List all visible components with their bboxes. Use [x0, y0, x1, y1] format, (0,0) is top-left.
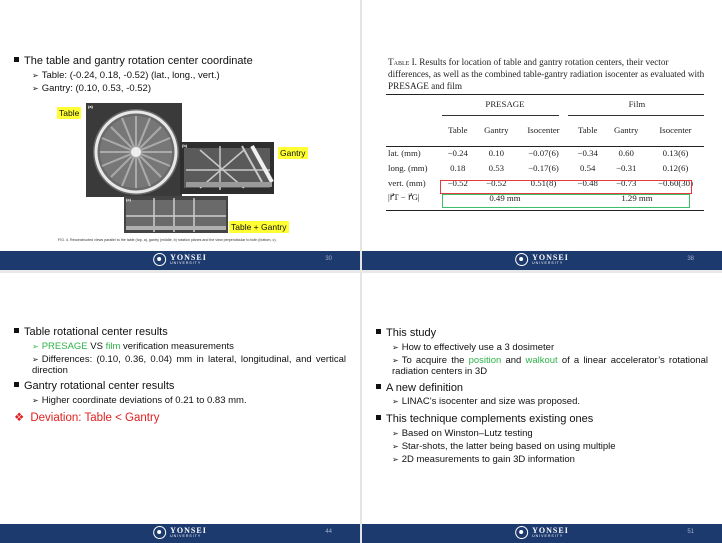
arrow-bullet-icon: ➢: [392, 356, 399, 365]
table-cell: −0.60(30): [657, 177, 693, 188]
table-cell: −0.07(6): [528, 147, 559, 158]
table-cell: −0.52: [486, 177, 507, 188]
footer-bar: [0, 524, 360, 543]
arrow-bullet-icon: ➢: [392, 429, 399, 438]
bullet-text: A new definition: [386, 382, 464, 394]
panel-c-label: (c): [126, 197, 131, 202]
row-label: lat. (mm): [388, 147, 421, 158]
square-bullet-icon: [376, 415, 381, 420]
table-cell: 0.54: [580, 162, 596, 173]
page-number: 51: [687, 529, 694, 535]
highlight-box-difference: [442, 194, 690, 208]
table-cell: −0.24: [447, 147, 468, 158]
table-cell: −0.17(6): [528, 162, 559, 173]
row-label: long. (mm): [388, 162, 428, 173]
bullet-text: The table and gantry rotation center coordinate: [24, 55, 253, 67]
table-cell: 0.53: [488, 162, 504, 173]
sub-bullet-deviations: [32, 395, 247, 406]
col-header: Gantry: [614, 124, 639, 135]
figure-caption: FIG. 4. Reconstructed views parallel to the table (top, a), gantry (middle, b) rotation planes and the view perpendicular to both (bottom, c).: [58, 238, 277, 242]
table-cell: 1.29 mm: [621, 192, 653, 203]
square-bullet-icon: [376, 329, 381, 334]
table-cell: −0.52: [447, 177, 468, 188]
table-row: [386, 160, 704, 175]
bullet-table-results: [14, 326, 168, 339]
slide-44[interactable]: [0, 273, 360, 543]
position-text: position: [468, 355, 502, 366]
col-header: Isocenter: [659, 124, 692, 135]
group-header-presage: PRESAGE: [485, 99, 525, 109]
col-header: Isocenter: [527, 124, 560, 135]
row-label: |r⃗T − r⃗G|: [388, 192, 420, 202]
table-cell: 0.49 mm: [489, 192, 521, 203]
footer-bar: [0, 251, 360, 270]
label-table: Table: [59, 108, 80, 118]
table-group-row: [386, 94, 704, 114]
square-bullet-icon: [14, 57, 19, 62]
square-bullet-icon: [14, 382, 19, 387]
arrow-bullet-icon: ➢: [392, 343, 399, 352]
university-seal-icon: [153, 253, 166, 266]
col-header: Table: [448, 124, 468, 135]
table-caption-label: Table I.: [388, 57, 417, 67]
film-text: film: [105, 341, 121, 352]
sub-bullet-winston-lutz: [392, 428, 533, 439]
table-cell: 0.12(6): [662, 162, 689, 173]
table-caption: [388, 56, 706, 92]
arrow-bullet-icon: ➢: [32, 84, 39, 93]
table-rule-bottom: [386, 210, 704, 211]
arrow-bullet-icon: ➢: [392, 455, 399, 464]
table-header-row: [386, 114, 704, 145]
acquire-text: To acquire the: [401, 355, 469, 366]
label-gantry: Gantry: [280, 148, 306, 158]
sub-bullet-star-shots: [392, 441, 616, 452]
sub-bullet-presage-film: [32, 341, 234, 352]
col-header: Gantry: [484, 124, 509, 135]
table-corner: [386, 94, 440, 114]
sub-bullet-text: How to effectively use a 3 dosimeter: [401, 342, 555, 353]
table-cell: 0.51(8): [530, 177, 557, 188]
figure-gantry-view: [180, 142, 274, 194]
vs-text: VS: [87, 341, 106, 352]
figure-table-view: [86, 103, 182, 197]
sub-bullet-text: Higher coordinate deviations of 0.21 to 0.83 mm.: [41, 395, 247, 406]
table-caption-text: Results for location of table and gantry rotation centers, their vector differences, as well as the combined table-gantry radiation isocenter as evaluated with PRESAGE and film: [388, 57, 705, 91]
panel-b-label: (b): [182, 143, 188, 148]
table-cell: 0.60: [618, 147, 634, 158]
university-seal-icon: [515, 526, 528, 539]
sub-bullet-text: Based on Winston–Lutz testing: [401, 428, 533, 439]
header-empty: [386, 114, 440, 145]
footer-bar: [362, 524, 722, 543]
square-bullet-icon: [376, 384, 381, 389]
col-header: Table: [578, 124, 598, 135]
panel-a-label: (a): [88, 104, 93, 109]
sub-bullet-table: [32, 70, 220, 81]
slide-51[interactable]: [362, 273, 722, 543]
bullet-text: This technique complements existing ones: [386, 413, 594, 425]
bullet-this-study: [376, 327, 436, 340]
brand-text: YONSEI: [532, 252, 569, 262]
bullet-text: Gantry rotational center results: [24, 380, 175, 392]
university-seal-icon: [515, 253, 528, 266]
bullet-technique: [376, 413, 593, 426]
bullet-text: Table rotational center results: [24, 326, 168, 338]
label-table-gantry: Table + Gantry: [231, 222, 287, 232]
brand-subtext: UNIVERSITY: [532, 260, 564, 265]
slide-38[interactable]: [362, 0, 722, 270]
sub-bullet-text: 2D measurements to gain 3D information: [401, 454, 575, 465]
brand-text: YONSEI: [532, 525, 569, 535]
yonsei-logo: [153, 253, 207, 266]
sub-bullet-differences: [32, 354, 346, 376]
sub-bullet-text: Table: (-0.24, 0.18, -0.52) (lat., long., vert.): [41, 70, 220, 81]
bullet-new-definition: [376, 382, 463, 395]
arrow-bullet-icon: ➢: [32, 342, 39, 351]
arrow-bullet-icon: ➢: [392, 442, 399, 451]
diamond-bullet-icon: ❖: [14, 412, 25, 424]
table-cell: 0.10: [488, 147, 504, 158]
brand-subtext: UNIVERSITY: [532, 533, 564, 538]
sub-bullet-acquire: [392, 355, 708, 377]
brand-subtext: UNIVERSITY: [170, 260, 202, 265]
sub-bullet-gantry: [32, 83, 151, 94]
arrow-bullet-icon: ➢: [32, 396, 39, 405]
figure-table-gantry-view: [124, 196, 228, 233]
highlight-box-vertical: [440, 180, 692, 194]
yonsei-logo: [153, 526, 207, 539]
group-header-film: Film: [628, 99, 646, 109]
table-cell: 0.13(6): [662, 147, 689, 158]
sub-bullet-text: Gantry: (0.10, 0.53, -0.52): [41, 83, 152, 94]
row-label: vert. (mm): [388, 177, 426, 188]
sub-bullet-dosimeter: [392, 342, 554, 353]
bullet-gantry-results: [14, 380, 174, 393]
table-cell: −0.48: [577, 177, 598, 188]
footer-bar: [362, 251, 722, 270]
sub-bullet-text: Differences: (0.10, 0.36, 0.04) mm in lateral, longitudinal, and vertical direction: [32, 354, 346, 376]
brand-subtext: UNIVERSITY: [170, 533, 202, 538]
yonsei-logo: [515, 526, 569, 539]
brand-text: YONSEI: [170, 252, 207, 262]
yonsei-logo: [515, 253, 569, 266]
table-cell: −0.34: [577, 147, 598, 158]
and-text: and: [501, 355, 526, 366]
table-cell: −0.73: [616, 177, 637, 188]
presage-text: PRESAGE: [41, 341, 88, 352]
verification-text: verification measurements: [120, 341, 234, 352]
slide-30[interactable]: [0, 0, 360, 270]
page-number: 44: [325, 529, 332, 535]
brand-text: YONSEI: [170, 525, 207, 535]
bullet-deviation: [14, 412, 160, 425]
page-number: 30: [325, 256, 332, 262]
sub-bullet-isocenter: [392, 396, 580, 407]
arrow-bullet-icon: ➢: [392, 397, 399, 406]
square-bullet-icon: [14, 328, 19, 333]
sub-bullet-text: LINAC’s isocenter and size was proposed.: [401, 396, 581, 407]
table-cell: 0.18: [450, 162, 466, 173]
arrow-bullet-icon: ➢: [32, 71, 39, 80]
arrow-bullet-icon: ➢: [32, 355, 39, 364]
page-number: 38: [687, 256, 694, 262]
table-cell: −0.31: [616, 162, 637, 173]
deviation-text: Deviation: Table < Gantry: [30, 412, 160, 424]
table-row: [386, 145, 704, 160]
walkout-text: walkout: [525, 355, 558, 366]
sub-bullet-text: Star-shots, the latter being based on using multiple: [401, 441, 616, 452]
linac-text: of a linear accelerator’s rotational radiation centers in 3D: [392, 355, 708, 377]
sub-bullet-2d-measurements: [392, 454, 575, 465]
university-seal-icon: [153, 526, 166, 539]
bullet-text: This study: [386, 327, 437, 339]
bullet-title: [14, 55, 253, 68]
